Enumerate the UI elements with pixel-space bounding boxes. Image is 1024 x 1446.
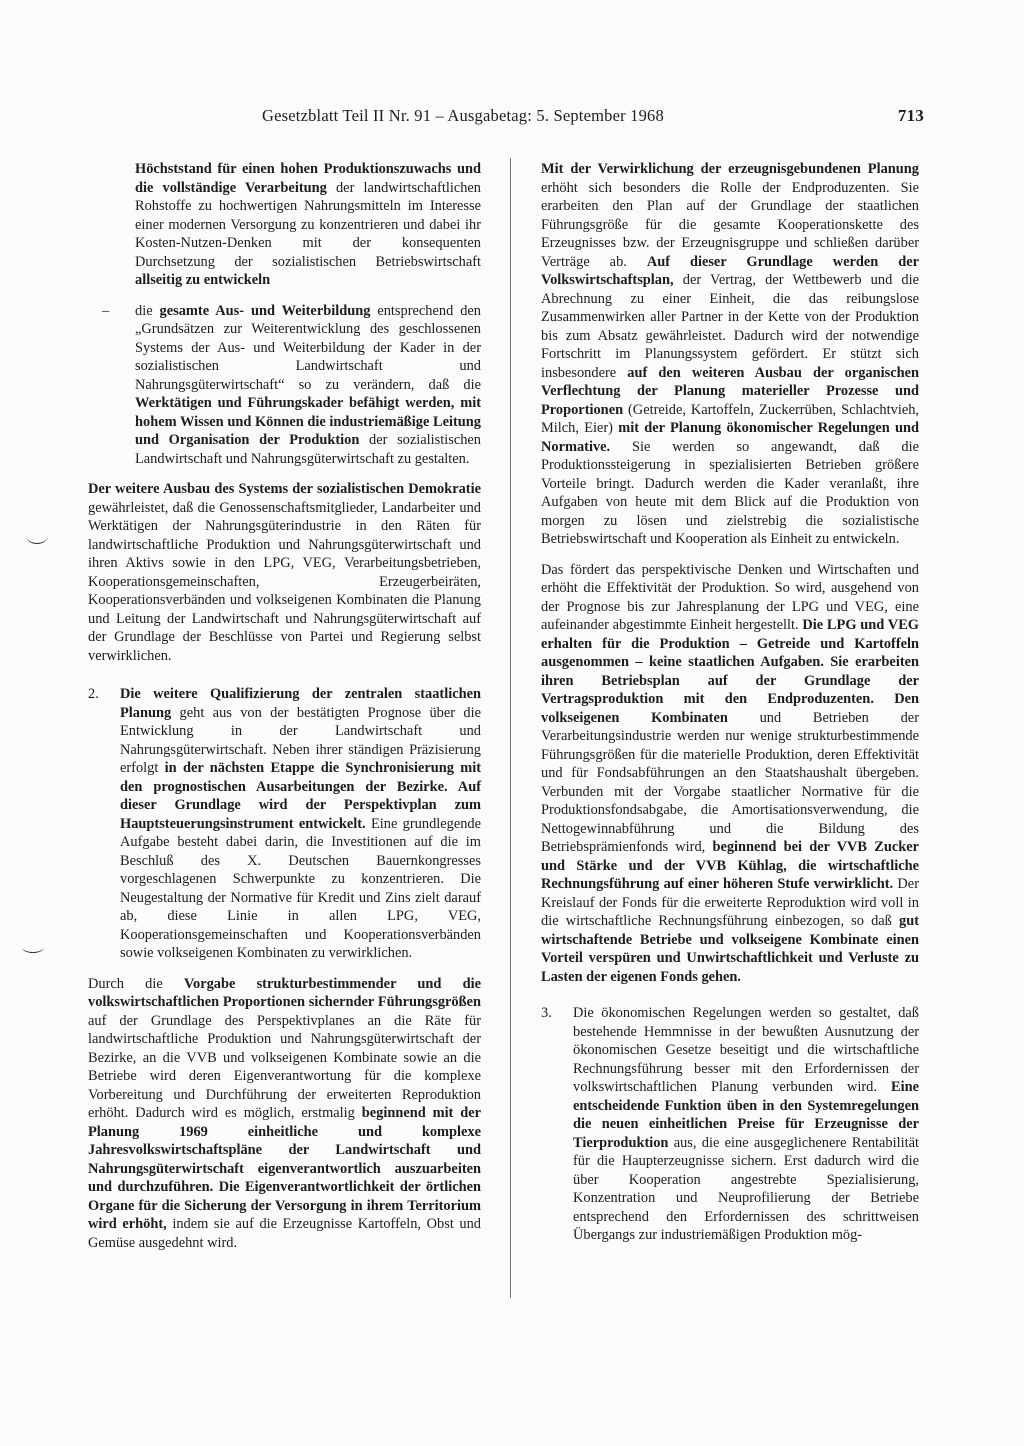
bold-run: gesamte Aus- und Weiterbildung (159, 302, 371, 319)
bold-run: Die LPG und VEG erhalten für die Produktion – Getreide und Kartoffeln ausgenommen – keine staatlichen Aufgaben. Sie erarbeiten ihren Betriebsplan auf der Grundlage der Vertragsproduktion mit den Endproduzenten. Den volkseigenen Kombinaten (541, 617, 919, 726)
text-run: und Betrieben der Verarbeitungsindustrie werden nur wenige strukturbestimmende Führungsgrößen für die materielle Produktion, deren Effektivität und für Fondsabführungen an den Staatshaushalt übergeben. Verbunden mit der Vorgabe staatlicher Normative für die Produktionsfondsabgabe, die Amortisationsverwendung, die Nettogewinnabführung und die Bildung des Betriebsprämienfonds wird, (541, 709, 919, 855)
bold-run: beginnend mit der Planung 1969 einheitliche und komplexe Jahresvolkswirtschaftspläne der Landwirtschaft und Nahrungsgüterwirtschaft eigenverantwortlich auszuarbeiten und durchzuführen. Die Eigenverantwortlichkeit der örtlichen Organe für die Sicherung der Versorgung in ihrem Territorium wird erhöht, (88, 1105, 481, 1232)
text-run: Durch die (88, 975, 184, 992)
text-run: aus, die eine ausgeglichenere Rentabilität für die Haupterzeugnisse sichern. Erst dadurch wird die über Kooperation angestrebte Spezialisierung, Konzentration und Neuprofilierung der Betriebe entsprechend den Erfordernissen des schrittweisen Übergangs zur industriemäßigen Produktion mög- (573, 1134, 919, 1243)
text-run: Sie werden so angewandt, daß die Produktionssteigerung in spezialisierten Betrieben größere Vorteile bringt. Dadurch werden die Kader veranlaßt, ihre Aufgaben von heute mit dem Blick auf die Produktion von morgen zu lösen und zielstrebig die sozialistische Betriebswirtschaft und Kooperation als Einheit zu entwickeln. (541, 438, 919, 547)
bold-run: gut wirtschaftende Betriebe und volkseigene Kombinate einen Vorteil verspüren und Unwirtschaftlichkeit und Verluste zu Lasten der eigenen Fonds gehen. (541, 913, 919, 985)
text-run: Eine grundlegende Aufgabe besteht dabei darin, die Investitionen auf die im Beschluß des X. Deutschen Bauernkongresses vorgeschlagenen Schwerpunkte zu konzentrieren. Die Neugestaltung der Normative für Kredit und Zins zielt darauf ab, diese Linie in allen LPG, VEG, Kooperationsgemeinschaften und Kooperationsverbänden sowie volkseigenen Kombinaten zu verwirklichen. (120, 815, 482, 961)
numbered-item-3 (541, 1004, 919, 1245)
bold-run: Höchststand für einen hohen Produktionszuwachs und die vollständige Verarbeitung (135, 161, 481, 196)
bold-run: Die weitere Qualifizierung der zentralen staatlichen Planung (120, 686, 481, 721)
paragraph (88, 160, 481, 290)
right-column (541, 160, 919, 1257)
item-number: 2. (88, 686, 99, 702)
bold-run: Mit der Verwirklichung der erzeugnisgebundenen Planung (541, 161, 919, 177)
bold-run: Eine entscheidende Funktion üben in den Systemregelungen die neuen einheitlichen Preise für Erzeugnisse der Tierproduktion (573, 1079, 919, 1151)
paragraph (88, 975, 481, 1253)
numbered-item-2 (88, 685, 481, 963)
text-run: der sozialistischen Landwirtschaft und Nahrungsgüterwirtschaft zu gestalten. (135, 432, 481, 467)
header-title: Gesetzblatt Teil II Nr. 91 – Ausgabetag: 5. September 1968 (262, 106, 664, 125)
text-run: der Vertrag, der Wettbewerb und die Abrechnung zu einer Einheit, die das reibungslose Zusammenwirken aller Partner in der Kette von der Produktion bis zum Absatz gewährleistet. Dadurch wird der notwendige Fortschritt im Planungssystem gefördert. Er stützt sich insbesondere (541, 272, 919, 381)
bold-run: Werktätigen und Führungskader befähigt werden, mit hohem Wissen und Können die industriemäßige Leitung und Organisation der Produktion (135, 395, 481, 448)
bold-run: beginnend bei der VVB Zucker und Stärke und der VVB Kühlag, die wirtschaftliche Rechnungsführung auf einer höheren Stufe verwirklicht. (541, 839, 919, 892)
text-run: geht aus von der bestätigten Prognose über die Entwicklung in der Landwirtschaft und Nahrungsgüterwirtschaft. Neben ihrer ständigen Präzisierung erfolgt (120, 704, 481, 776)
paragraph (120, 685, 481, 963)
margin-mark (26, 527, 48, 544)
page-header (262, 106, 924, 130)
text-run: der landwirtschaftlichen Rohstoffe zu hochwertigen Nahrungsmitteln im Interesse einer modernen Versorgung zu konzentrieren und dabei ihr Kosten-Nutzen-Denken mit der konsequenten Durchsetzung der sozialistischen Betriebswirtschaft (135, 179, 481, 270)
column-divider (510, 158, 511, 1298)
text-run: Das fördert das perspektivische Denken und Wirtschaften und erhöht die Effektivität der Produktion. So wird, ausgehend von der Prognose bis zur Jahresplanung der LPG und VEG, eine aufeinander abgestimmte Einheit hergestellt. (541, 561, 919, 633)
margin-mark (22, 942, 44, 953)
text-run: (Getreide, Kartoffeln, Zuckerrüben, Schlachtvieh, Milch, Eier) (541, 401, 919, 436)
text-run: Die ökonomischen Regelungen werden so gestaltet, daß bestehende Hemmnisse in der bewußten Ausnutzung der ökonomischen Gesetze beseitigt und die wirtschaftliche Rechnungsführung besser mit den Erfordernissen der volkswirtschaftlichen Planung verbunden wird. (573, 1005, 919, 1095)
paragraph (541, 160, 919, 549)
paragraph (541, 561, 919, 987)
text-run: Der Kreislauf der Fonds für die erweiterte Reproduktion wird voll in die wirtschaftliche Rechnungsführung einbezogen, so daß (541, 876, 919, 929)
item-number: 3. (541, 1005, 552, 1021)
left-column (88, 160, 481, 1264)
text-run: indem sie auf die Erzeugnisse Kartoffeln, Obst und Gemüse ausgedehnt wird. (88, 1216, 481, 1251)
bold-run: Der weitere Ausbau des Systems der sozialistischen Demokratie (88, 481, 481, 497)
bold-run: Auf dieser Grundlage werden der Volkswirtschaftsplan, (541, 253, 919, 288)
page-number: 713 (897, 106, 924, 125)
dash-list-item (88, 302, 481, 469)
paragraph (88, 480, 481, 665)
text-run: entsprechend den „Grundsätzen zur Weiterentwicklung des geschlossenen Systems der Aus- und Weiterbildung der Kader in der sozialistischen Landwirtschaft und Nahrungsgüterwirtschaft“ so zu verändern, daß die (135, 302, 481, 393)
bold-run: mit der Planung ökonomischer Regelungen und Normative. (541, 420, 919, 455)
text-run: gewährleistet, daß die Genossenschaftsmitglieder, Landarbeiter und Werktätigen der Nahrungsgüterindustrie in den Räten für landwirtschaftliche Produktion und Nahrungsgüterwirtschaft und ihren Aktivs sowie in den LPG, VEG, Verarbeitungsbetrieben, Kooperationsgemeinschaften, Erzeugerbeiräten, Kooperationsverbänden und volkseigenen Kombinaten die Planung und Leitung der Landwirtschaft und Nahrungsgüterwirtschaft auf der Grundlage der Beschlüsse von Partei und Regierung selbst verwirklichen. (88, 499, 481, 664)
bold-run: in der nächsten Etappe die Synchronisierung mit den prognostischen Ausarbeitungen der Bezirke. Auf dieser Grundlage wird der Perspektivplan zum Hauptsteuerungsinstrument entwickelt. (120, 760, 481, 832)
paragraph (573, 1004, 919, 1245)
text-run: die (135, 302, 160, 319)
dash-marker: – (102, 302, 110, 319)
bold-run: auf den weiteren Ausbau der organischen Verflechtung der Planung materieller Prozesse und Proportionen (541, 364, 919, 418)
bold-run: Vorgabe strukturbestimmender und die volkswirtschaftlichen Proportionen sichernder Führungsgrößen (88, 975, 481, 1010)
text-run: erhöht sich besonders die Rolle der Endproduzenten. Sie erarbeiten den Plan auf der Grundlage der staatlichen Führungsgröße für die gesamte Kooperationskette des Erzeugnisses bzw. der Erzeugnisgruppe und schließen darüber Verträge ab. (541, 179, 919, 270)
paragraph (135, 302, 481, 469)
text-run: auf der Grundlage des Perspektivplanes an die Räte für landwirtschaftliche Produktion und Nahrungsgüterwirtschaft der Bezirke, an die VVB und volkseigenen Kombinate sowie an die Betriebe wird deren Eigenverantwortung für die komplexe Vorbereitung und Durchführung der erweiterten Reproduktion erhöht. Dadurch wird es möglich, erstmalig (88, 1012, 481, 1121)
bold-run: allseitig zu entwickeln (135, 272, 271, 288)
